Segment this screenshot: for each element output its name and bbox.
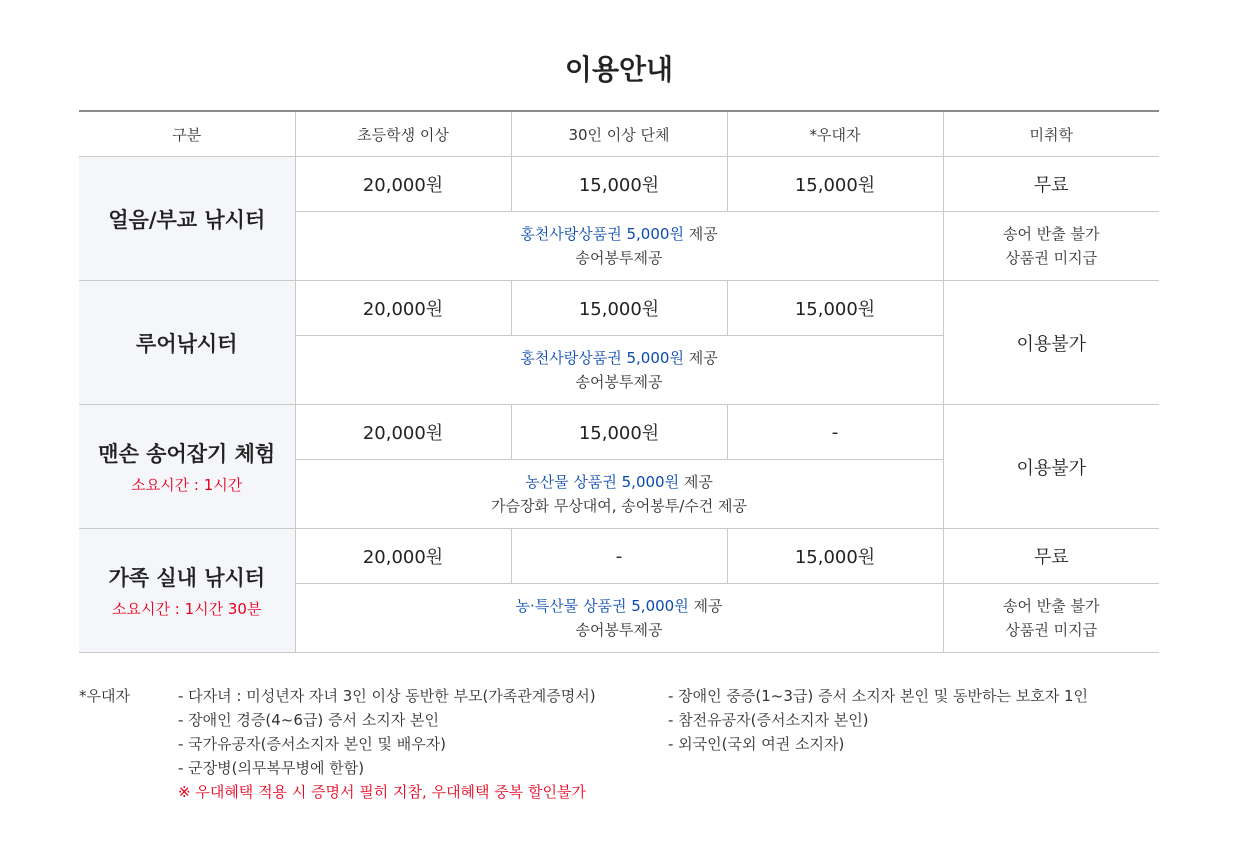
price-cell: 20,000원	[295, 405, 511, 460]
price-cell: 15,000원	[727, 281, 943, 336]
preschool-note: 상품권 미지급	[1005, 621, 1098, 639]
benefit-extra: 가슴장화 무상대여, 송어봉투/수건 제공	[491, 497, 747, 515]
benefit-extra: 송어봉투제공	[575, 373, 663, 391]
voucher-text: 홍천사랑상품권 5,000원	[520, 349, 684, 367]
benefit-cell	[295, 336, 943, 405]
note-item: - 외국인(국외 여권 소지자)	[668, 735, 845, 753]
price-cell: 15,000원	[511, 405, 727, 460]
note-item: - 장애인 경증(4~6급) 증서 소지자 본인	[178, 711, 439, 729]
price-cell: -	[727, 405, 943, 460]
table-row	[79, 281, 1159, 336]
benefit-suffix: 제공	[683, 349, 718, 367]
benefit-suffix: 제공	[679, 473, 713, 491]
note-item: - 다자녀 : 미성년자 자녀 3인 이상 동반한 부모(가족관계증명서)	[178, 687, 596, 705]
preschool-note-cell	[943, 584, 1159, 653]
price-cell: 15,000원	[511, 281, 727, 336]
row-header	[79, 281, 295, 405]
voucher-text: 농·특산물 상품권 5,000원	[515, 597, 689, 615]
header-group: 30인 이상 단체	[511, 111, 727, 157]
note-item: - 국가유공자(증서소지자 본인 및 배우자)	[178, 735, 447, 753]
price-cell: 15,000원	[511, 157, 727, 212]
row-header	[79, 405, 295, 529]
facility-name: 얼음/부교 낚시터	[108, 207, 266, 232]
notes-left-column	[178, 684, 596, 804]
notes-right-column	[668, 684, 1088, 756]
table-row	[79, 405, 1159, 460]
preschool-note: 상품권 미지급	[1005, 249, 1098, 267]
preschool-note: 송어 반출 불가	[1003, 597, 1100, 615]
price-cell: 20,000원	[295, 529, 511, 584]
row-header	[79, 529, 295, 653]
voucher-text: 홍천사랑상품권 5,000원	[520, 225, 684, 243]
preschool-unavailable: 이용불가	[943, 405, 1159, 529]
header-preschool: 미취학	[943, 111, 1159, 157]
benefit-cell	[295, 584, 943, 653]
price-cell: 20,000원	[295, 281, 511, 336]
facility-name: 루어낚시터	[136, 331, 238, 356]
price-cell: -	[511, 529, 727, 584]
benefit-cell	[295, 212, 943, 281]
facility-name: 맨손 송어잡기 체험	[98, 442, 276, 466]
page-title: 이용안내	[564, 53, 674, 86]
benefit-extra: 송어봉투제공	[575, 621, 663, 639]
header-preferred: *우대자	[727, 111, 943, 157]
header-category: 구분	[79, 111, 295, 157]
preschool-note-cell	[943, 212, 1159, 281]
note-item: - 군장병(의무복무병에 한함)	[178, 759, 365, 777]
preschool-price: 무료	[943, 157, 1159, 212]
preschool-unavailable: 이용불가	[943, 281, 1159, 405]
price-cell: 20,000원	[295, 157, 511, 212]
notes-warning: ※ 우대혜택 적용 시 증명서 필히 지참, 우대혜택 중복 할인불가	[178, 783, 587, 801]
header-elementary: 초등학생 이상	[295, 111, 511, 157]
duration-text: 소요시간 : 1시간	[131, 476, 243, 494]
benefit-suffix: 제공	[683, 225, 718, 243]
table-header-row	[79, 111, 1159, 157]
row-header	[79, 157, 295, 281]
preschool-price: 무료	[943, 529, 1159, 584]
pricing-table	[79, 110, 1159, 653]
duration-text: 소요시간 : 1시간 30분	[112, 600, 262, 618]
notes-label: *우대자	[79, 687, 130, 705]
price-cell: 15,000원	[727, 157, 943, 212]
note-item: - 장애인 중증(1~3급) 증서 소지자 본인 및 동반하는 보호자 1인	[668, 687, 1089, 705]
note-item: - 참전유공자(증서소지자 본인)	[668, 711, 869, 729]
benefit-extra: 송어봉투제공	[575, 249, 663, 267]
preschool-note: 송어 반출 불가	[1003, 225, 1100, 243]
benefit-suffix: 제공	[688, 597, 723, 615]
benefit-cell	[295, 460, 943, 529]
table-row	[79, 157, 1159, 212]
price-cell: 15,000원	[727, 529, 943, 584]
facility-name: 가족 실내 낚시터	[108, 566, 266, 590]
table-row	[79, 529, 1159, 584]
voucher-text: 농산물 상품권 5,000원	[525, 473, 680, 491]
